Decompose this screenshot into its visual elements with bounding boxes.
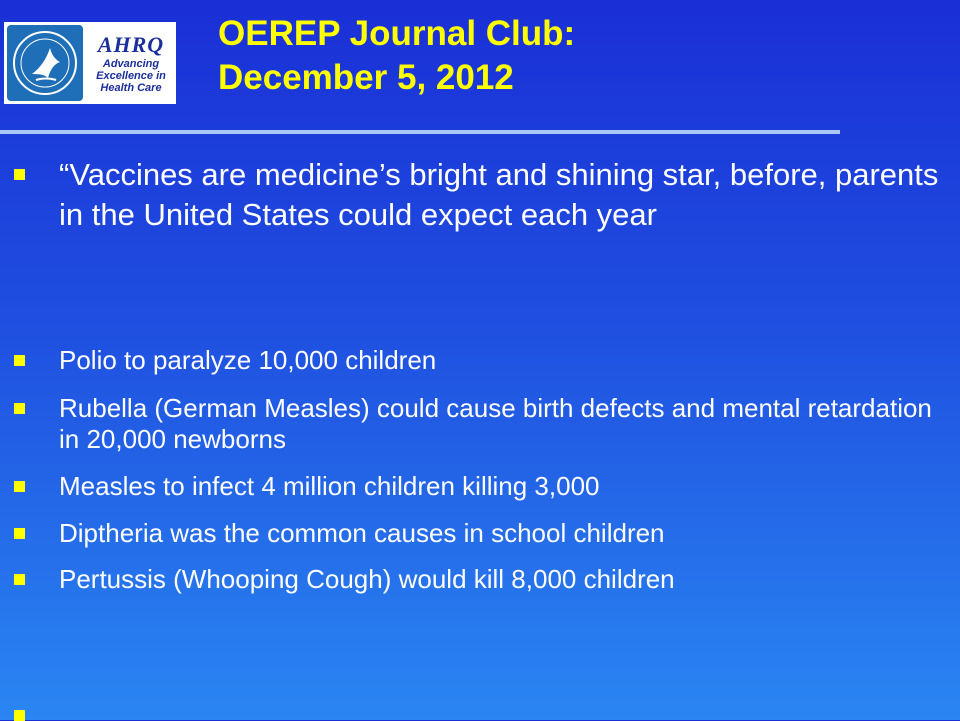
ahrq-logo xyxy=(86,22,176,104)
ahrq-tagline-1: Advancing xyxy=(102,58,160,70)
bullet-text: Diptheria was the common causes in school children xyxy=(59,518,665,548)
logo-box xyxy=(4,22,176,104)
bullet-text: “Vaccines are medicine’s bright and shining star, before, parents in the United States could expect each year xyxy=(59,157,939,232)
ahrq-tagline-2: Excellence in xyxy=(96,70,166,82)
slide-title-line-1: OEREP Journal Club: xyxy=(218,14,576,53)
bullet-square-icon xyxy=(14,403,25,414)
bullet-text: Rubella (German Measles) could cause birth defects and mental retardation in 20,000 newborns xyxy=(59,393,932,454)
bullet-text: Pertussis (Whooping Cough) would kill 8,000 children xyxy=(59,564,675,594)
bullet-square-icon xyxy=(14,574,25,585)
ahrq-name: AHRQ xyxy=(97,32,165,57)
bullet-square-icon xyxy=(14,710,25,721)
bullet-text: Polio to paralyze 10,000 children xyxy=(59,345,437,375)
bullet-square-icon xyxy=(14,169,25,180)
bullet-text: Measles to infect 4 million children killing 3,000 xyxy=(59,471,600,501)
hhs-seal-icon xyxy=(7,25,83,101)
bullet-square-icon xyxy=(14,528,25,539)
bullet-square-icon xyxy=(14,355,25,366)
title-divider xyxy=(0,130,840,134)
slide-title-line-2: December 5, 2012 xyxy=(218,58,514,97)
slide-title xyxy=(218,12,575,100)
ahrq-tagline-3: Health Care xyxy=(100,82,162,94)
bullet-square-icon xyxy=(14,481,25,492)
